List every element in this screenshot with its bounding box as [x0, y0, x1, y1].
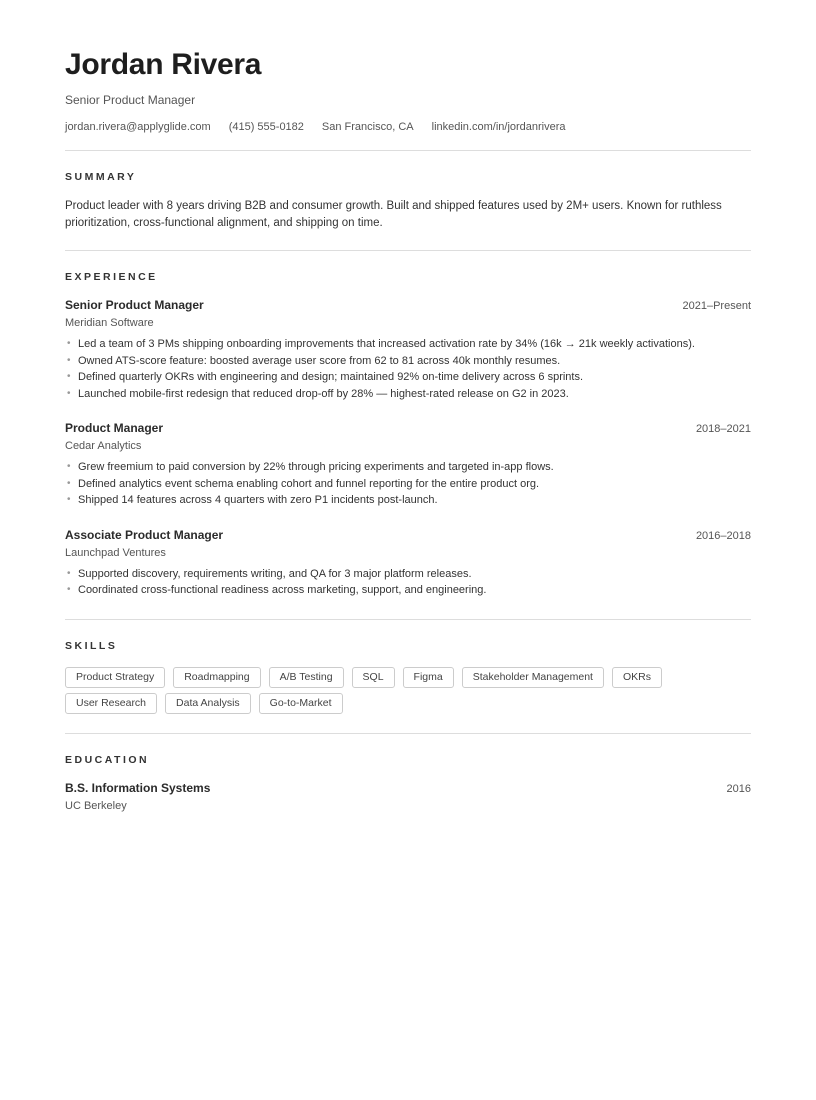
- job-bullet-list: [65, 336, 751, 402]
- experience-divider: [65, 619, 751, 620]
- summary-divider: [65, 250, 751, 251]
- summary-text: Product leader with 8 years driving B2B and consumer growth. Built and shipped features used by 2M+ users. Known for ruthless prioritization, cross-functional alignment, and shipping on time.: [65, 200, 722, 229]
- summary-heading: SUMMARY: [65, 171, 137, 183]
- education-entry: [65, 781, 751, 812]
- job-bullet: • Supported discovery, requirements writing, and QA for 3 major platform releases.: [65, 566, 751, 583]
- skill-chip: A/B Testing: [269, 667, 344, 688]
- job-bullet: • Owned ATS-score feature: boosted average user score from 62 to 81 across 40k monthly resumes.: [65, 353, 751, 370]
- skill-chip: Data Analysis: [165, 693, 251, 714]
- education-header-row: [65, 781, 751, 795]
- job-entry: [65, 298, 751, 402]
- contact-linkedin: linkedin.com/in/jordanrivera: [431, 121, 566, 133]
- job-header-row: [65, 528, 751, 542]
- skill-chip: OKRs: [612, 667, 662, 688]
- header-divider: [65, 150, 751, 151]
- job-bullet: • Shipped 14 features across 4 quarters with zero P1 incidents post-launch.: [65, 492, 751, 509]
- candidate-name: Jordan Rivera: [65, 48, 262, 81]
- experience-heading: EXPERIENCE: [65, 271, 158, 283]
- education-dates: 2016: [726, 782, 751, 795]
- contact-phone: (415) 555-0182: [228, 121, 304, 133]
- contact-location: San Francisco, CA: [321, 121, 414, 133]
- experience-list: [65, 298, 751, 599]
- job-bullet-list: [65, 459, 751, 509]
- skill-chip-list: [65, 667, 751, 714]
- resume-header: [65, 50, 751, 151]
- summary-section: [65, 171, 751, 251]
- resume-document: [65, 0, 751, 812]
- skills-heading: SKILLS: [65, 639, 118, 652]
- job-dates: 2016–2018: [695, 529, 751, 542]
- skill-chip: Go-to-Market: [259, 693, 343, 714]
- education-section: [65, 754, 751, 812]
- skills-divider: [65, 733, 751, 734]
- job-dates: 2021–Present: [682, 300, 751, 312]
- job-title: Product Manager: [65, 421, 164, 435]
- job-bullet: • Defined quarterly OKRs with engineering and design; maintained 92% on-time delivery across 6 sprints.: [65, 369, 751, 386]
- job-company: Meridian Software: [65, 317, 154, 329]
- job-header-row: [65, 421, 751, 435]
- job-entry: [65, 528, 751, 599]
- job-bullet: • Grew freemium to paid conversion by 22% through pricing experiments and targeted in-app flows.: [65, 459, 751, 476]
- skill-chip: Stakeholder Management: [462, 667, 604, 688]
- education-school: UC Berkeley: [65, 799, 127, 812]
- skill-chip: Product Strategy: [65, 667, 165, 688]
- education-heading: EDUCATION: [65, 753, 150, 766]
- job-header-row: [65, 298, 751, 312]
- job-title: Senior Product Manager: [65, 298, 204, 312]
- candidate-title: Senior Product Manager: [65, 93, 196, 107]
- job-bullet: • Launched mobile-first redesign that reduced drop-off by 28% — highest-rated release on G2 in 2023.: [65, 386, 751, 403]
- job-title: Associate Product Manager: [65, 527, 224, 542]
- job-company: Cedar Analytics: [65, 440, 142, 452]
- skill-chip: Figma: [403, 667, 454, 688]
- job-bullet-list: [65, 566, 751, 599]
- education-degree: B.S. Information Systems: [65, 780, 211, 795]
- contact-email: jordan.rivera@applyglide.com: [65, 121, 211, 133]
- experience-section: [65, 271, 751, 620]
- skills-section: [65, 640, 751, 734]
- skill-chip: Roadmapping: [173, 667, 260, 688]
- skill-chip: SQL: [352, 667, 395, 688]
- job-bullet: • Coordinated cross-functional readiness across marketing, support, and engineering.: [65, 582, 751, 599]
- job-bullet: • Defined analytics event schema enabling cohort and funnel reporting for the entire product org.: [65, 476, 751, 493]
- job-dates: 2018–2021: [695, 423, 751, 435]
- contact-row: [65, 121, 751, 133]
- job-entry: [65, 421, 751, 509]
- job-bullet: • Led a team of 3 PMs shipping onboarding improvements that increased activation rate by 34% (16k → 21k weekly activations).: [65, 336, 751, 353]
- skill-chip: User Research: [65, 693, 157, 714]
- job-company: Launchpad Ventures: [65, 546, 166, 559]
